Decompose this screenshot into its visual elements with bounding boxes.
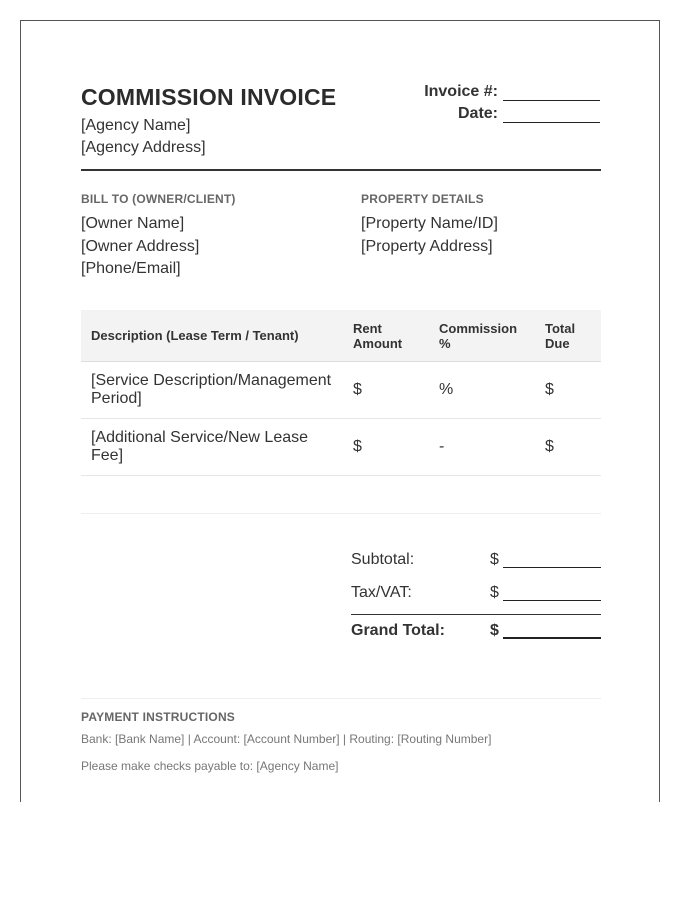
header-divider bbox=[81, 169, 601, 171]
row-rent-amount[interactable]: $ bbox=[343, 419, 429, 476]
table-row bbox=[81, 419, 601, 476]
subtotal-blank[interactable] bbox=[503, 567, 601, 568]
row-commission-percent[interactable]: % bbox=[429, 362, 535, 419]
owner-name: [Owner Name] bbox=[81, 215, 185, 232]
date-field[interactable] bbox=[458, 105, 600, 123]
row-rent-amount[interactable]: $ bbox=[343, 362, 429, 419]
grand-total-blank[interactable] bbox=[503, 637, 601, 639]
line-items-table bbox=[81, 310, 601, 476]
payment-divider bbox=[81, 698, 601, 699]
bill-to-label: BILL TO (OWNER/CLIENT) bbox=[81, 192, 236, 206]
invoice-number-field[interactable] bbox=[424, 83, 600, 101]
agency-address: [Agency Address] bbox=[81, 139, 206, 156]
subtotal-label: Subtotal: bbox=[351, 551, 415, 568]
invoice-number-label: Invoice #: bbox=[424, 83, 498, 100]
table-row bbox=[81, 362, 601, 419]
check-payable-note: Please make checks payable to: [Agency Name] bbox=[81, 759, 339, 773]
totals-divider bbox=[351, 614, 601, 615]
owner-address: [Owner Address] bbox=[81, 238, 200, 255]
row-description[interactable]: [Service Description/Management Period] bbox=[81, 362, 343, 419]
invoice-title: COMMISSION INVOICE bbox=[81, 84, 337, 110]
tax-currency: $ bbox=[490, 584, 499, 601]
property-address: [Property Address] bbox=[361, 238, 493, 255]
header-description: Description (Lease Term / Tenant) bbox=[81, 310, 343, 362]
header-commission-percent: Commission % bbox=[429, 310, 535, 362]
tax-blank[interactable] bbox=[503, 600, 601, 601]
tax-label: Tax/VAT: bbox=[351, 584, 412, 601]
payment-instructions-label: PAYMENT INSTRUCTIONS bbox=[81, 710, 236, 724]
agency-name: [Agency Name] bbox=[81, 117, 191, 134]
row-commission-percent[interactable]: - bbox=[429, 419, 535, 476]
row-total-due[interactable]: $ bbox=[535, 419, 601, 476]
bank-details: Bank: [Bank Name] | Account: [Account Number] | Routing: [Routing Number] bbox=[81, 732, 492, 746]
subtotal-currency: $ bbox=[490, 551, 499, 568]
header-rent-amount: Rent Amount bbox=[343, 310, 429, 362]
header-total-due: Total Due bbox=[535, 310, 601, 362]
invoice-number-blank[interactable] bbox=[503, 86, 600, 101]
grand-total-currency: $ bbox=[490, 622, 499, 639]
empty-row-divider bbox=[81, 513, 601, 514]
invoice-page bbox=[20, 20, 660, 802]
owner-contact: [Phone/Email] bbox=[81, 260, 181, 277]
grand-total-label: Grand Total: bbox=[351, 622, 445, 639]
row-description[interactable]: [Additional Service/New Lease Fee] bbox=[81, 419, 343, 476]
property-name: [Property Name/ID] bbox=[361, 215, 498, 232]
date-blank[interactable] bbox=[503, 108, 600, 123]
table-header-row bbox=[81, 310, 601, 362]
date-label: Date: bbox=[457, 105, 498, 122]
row-total-due[interactable]: $ bbox=[535, 362, 601, 419]
property-details-label: PROPERTY DETAILS bbox=[361, 192, 484, 206]
